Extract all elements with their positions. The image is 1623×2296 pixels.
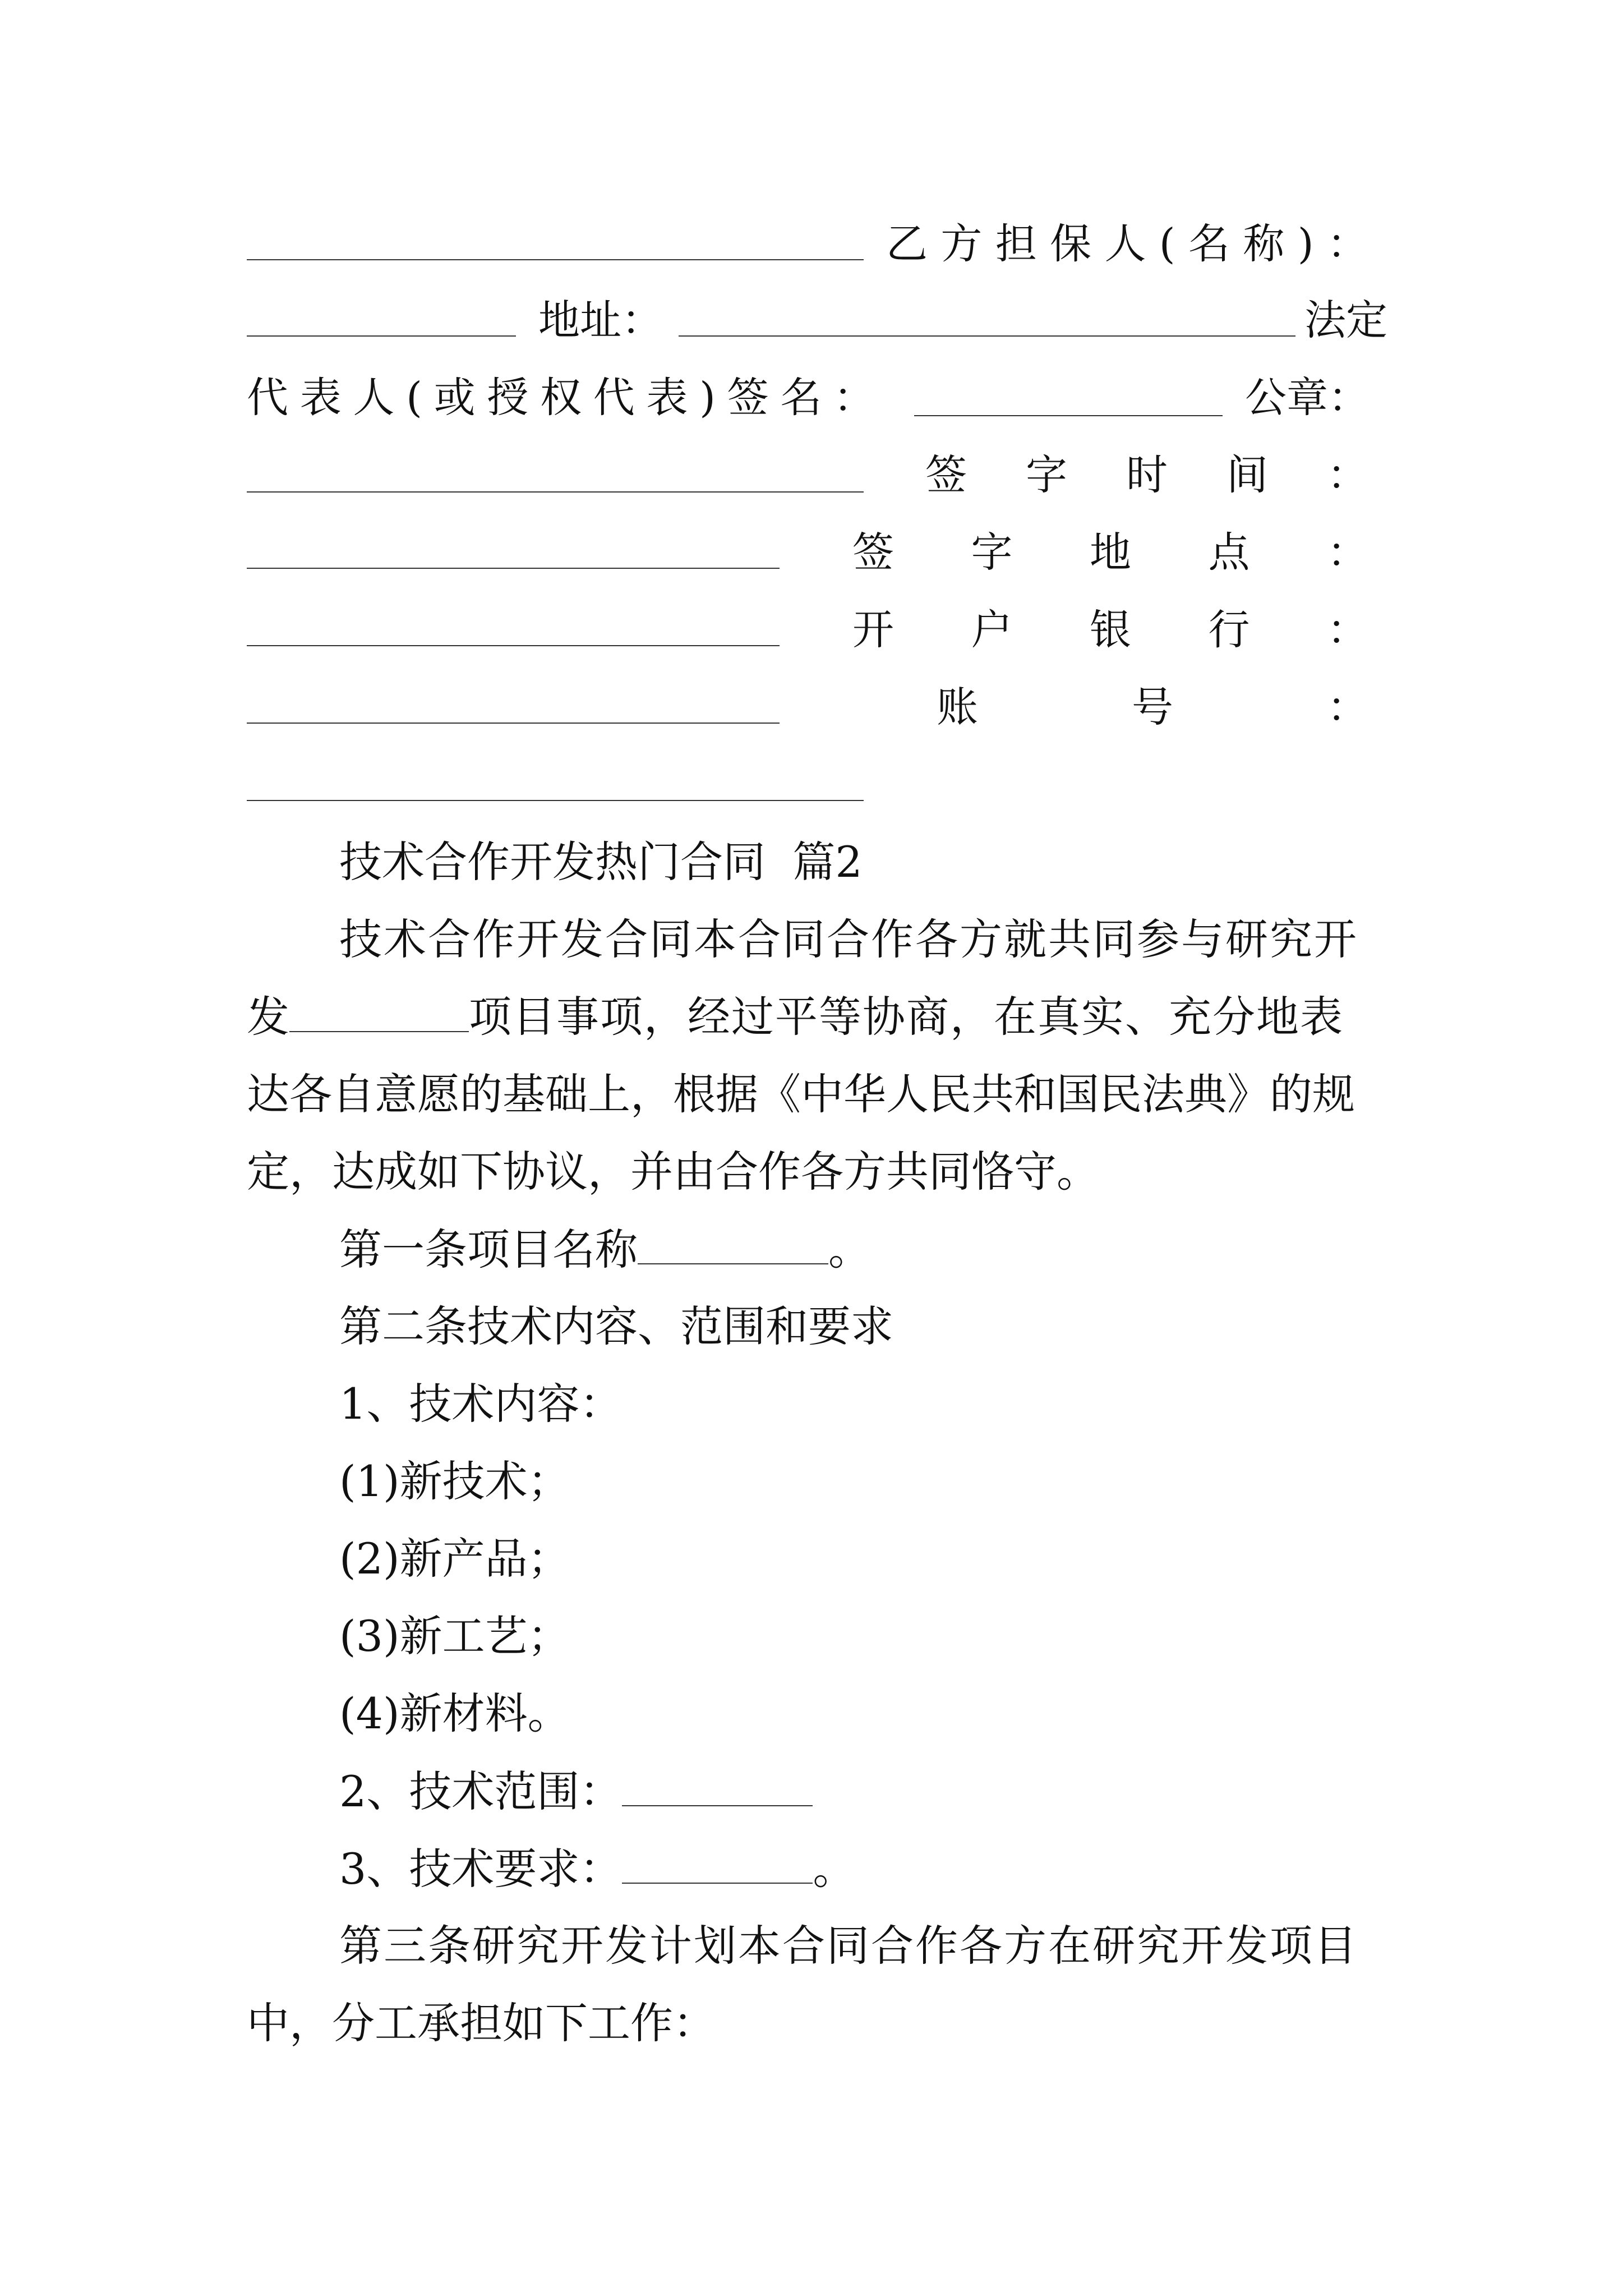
article-3-line-2: 中，分工承担如下工作： — [247, 1998, 716, 2048]
label-char: 间 — [1227, 451, 1268, 499]
article-2: 第二条技术内容、范围和要求 — [339, 1301, 893, 1351]
list-item: (2)新产品； — [339, 1534, 570, 1584]
label-char: ： — [1327, 451, 1368, 499]
seal-label — [1245, 367, 1368, 429]
label-char: 方 — [940, 220, 983, 268]
label-char: 开 — [852, 606, 894, 654]
label-char: 账 — [937, 683, 978, 731]
legal-rep-suffix: 法定 — [1304, 296, 1387, 344]
label-char: 人 — [353, 374, 395, 422]
label-char: 表 — [646, 374, 688, 422]
legal-rep-label — [247, 367, 875, 429]
intro-line-1 — [339, 909, 1391, 970]
bank-label — [852, 599, 1368, 661]
intro-line-3 — [247, 1064, 1391, 1125]
tech-content-label: 1、技术内容： — [339, 1379, 623, 1429]
label-char: 表 — [299, 374, 342, 422]
article-1 — [339, 1218, 1483, 1281]
project-blank — [289, 986, 469, 1032]
label-char: 时 — [1126, 451, 1168, 499]
label-char: 字 — [1026, 451, 1067, 499]
label-char: 或 — [434, 374, 476, 422]
label-char: 点 — [1208, 528, 1250, 577]
account-blank — [247, 800, 864, 801]
label-char: 名 — [780, 374, 822, 422]
list-item: (3)新工艺； — [339, 1611, 570, 1661]
label-char: 签 — [925, 451, 967, 499]
account-label — [937, 677, 1368, 738]
label-char: ： — [1327, 606, 1368, 654]
label-char: 担 — [995, 220, 1037, 268]
tech-scope-blank — [622, 1760, 813, 1806]
label-char: ： — [1326, 220, 1368, 268]
section-heading: 技术合作开发热门合同 篇2 — [339, 837, 863, 887]
tech-requirements-label: 3、技术要求： — [339, 1844, 623, 1894]
sign-time-label — [925, 444, 1368, 506]
list-item: (1)新技术； — [339, 1456, 570, 1506]
sign-place-label — [852, 522, 1368, 583]
intro-line-3-text: 达各自意愿的基础上，根据《中华人民共和国民法典》的规 — [247, 1069, 1355, 1119]
label-char: ： — [1327, 683, 1368, 731]
label-char: ) — [699, 374, 716, 422]
intro-line-2-prefix: 发 — [247, 992, 289, 1042]
label-char: 公 — [1245, 374, 1287, 422]
label-char: 签 — [852, 528, 894, 577]
seal-blank — [247, 491, 864, 493]
tech-requirements-blank — [622, 1838, 813, 1884]
label-char: 号 — [1132, 683, 1173, 731]
label-char: ： — [833, 374, 875, 422]
tech-scope — [339, 1760, 1483, 1823]
tech-requirements — [339, 1838, 1483, 1900]
label-char: 行 — [1208, 606, 1250, 654]
label-char: 名 — [1188, 220, 1230, 268]
guarantor-prefix-blank — [247, 335, 516, 337]
address-label: 地址： — [538, 296, 663, 344]
address-blank — [679, 335, 1295, 337]
sign-place-blank — [247, 645, 780, 646]
bank-blank — [247, 723, 780, 724]
label-char: 授 — [487, 374, 529, 422]
guarantor-name-blank — [247, 259, 864, 260]
article-1-label: 第一条项目名称 — [339, 1225, 638, 1274]
intro-line-4 — [247, 1141, 1391, 1203]
label-char: 权 — [540, 374, 582, 422]
article-1-suffix: 。 — [828, 1225, 871, 1274]
label-char: 银 — [1090, 606, 1131, 654]
list-item: (4)新材料。 — [339, 1688, 570, 1738]
guarantor-label — [886, 213, 1368, 275]
label-char: 代 — [593, 374, 635, 422]
tech-scope-label: 2、技术范围： — [339, 1766, 623, 1816]
label-char: ： — [1328, 374, 1370, 422]
label-char: ( — [1159, 220, 1175, 268]
legal-rep-signature-blank — [914, 415, 1223, 416]
intro-line-1-text: 技术合作开发合同本合同合作各方就共同参与研究开 — [339, 914, 1358, 964]
label-char: 称 — [1243, 220, 1285, 268]
label-char: ) — [1297, 220, 1314, 268]
project-name-blank — [638, 1218, 828, 1264]
label-char: 乙 — [886, 220, 928, 268]
label-char: ： — [1327, 528, 1368, 577]
label-char: 章 — [1287, 374, 1328, 422]
tech-requirements-suffix: 。 — [813, 1844, 856, 1894]
intro-line-2-suffix: 项目事项，经过平等协商，在真实、充分地表 — [469, 992, 1344, 1042]
label-char: 字 — [971, 528, 1013, 577]
label-char: 签 — [727, 374, 769, 422]
sign-time-blank — [247, 568, 780, 569]
label-char: 代 — [247, 374, 288, 422]
article-3-line-1: 第三条研究开发计划本合同合作各方在研究开发项目 — [339, 1921, 1358, 1971]
label-char: 户 — [971, 606, 1013, 654]
intro-line-2 — [247, 986, 1391, 1048]
intro-line-4-text: 定，达成如下协议，并由合作各方共同恪守。 — [247, 1147, 1099, 1197]
label-char: 地 — [1090, 528, 1131, 577]
label-char: ( — [406, 374, 422, 422]
label-char: 保 — [1050, 220, 1092, 268]
label-char: 人 — [1104, 220, 1146, 268]
